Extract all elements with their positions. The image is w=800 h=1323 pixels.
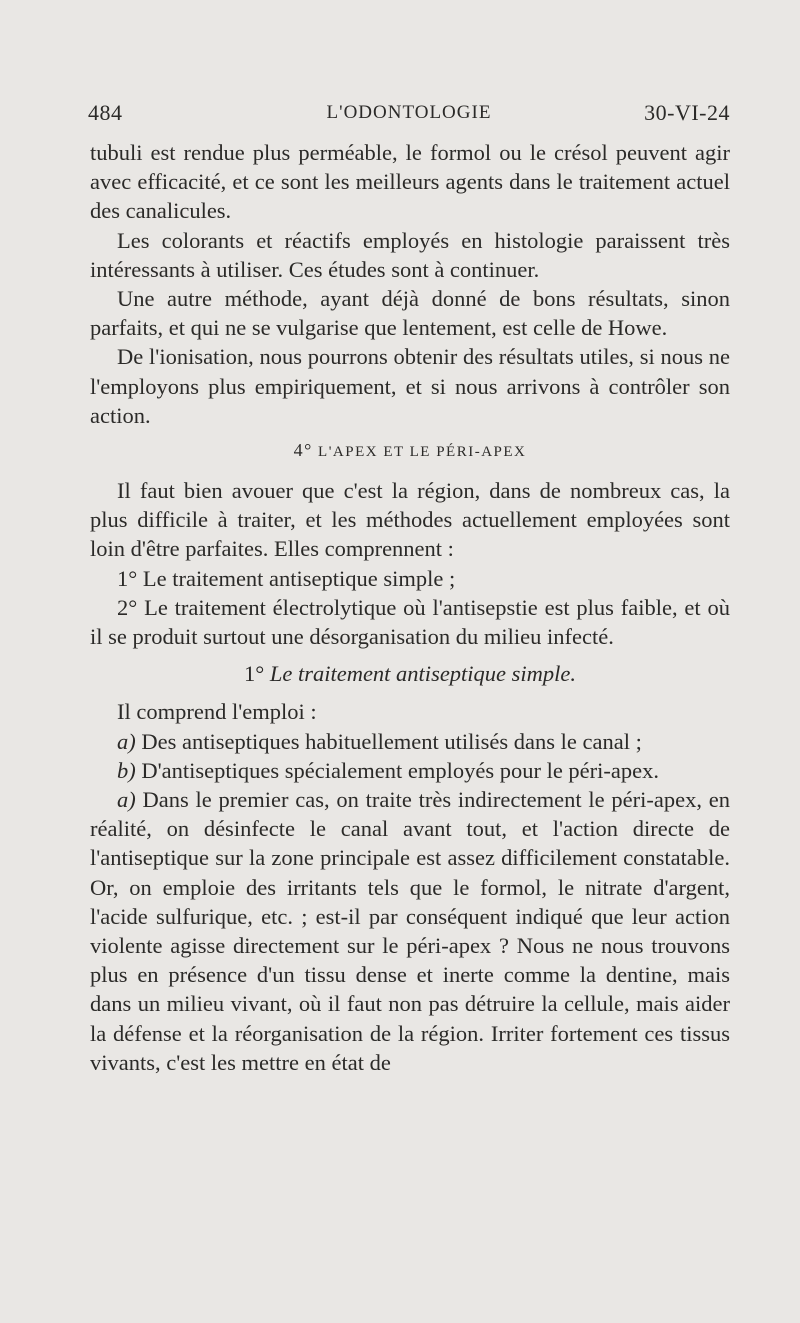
paragraph: tubuli est rendue plus perméable, le formol ou le crésol peuvent agir avec efficacité, et ce sont les meilleurs agents dans le traitement actuel des canalicules. xyxy=(90,140,730,224)
list-item xyxy=(90,727,730,756)
item-text: D'antiseptiques spécialement employés pour le péri-apex. xyxy=(135,757,660,783)
section-number: 4° xyxy=(293,440,313,461)
list-item: 1° Le traitement antiseptique simple ; xyxy=(117,565,456,591)
list-item xyxy=(90,756,730,785)
page-number: 484 xyxy=(88,100,123,125)
paragraph: Les colorants et réactifs employés en histologie paraissent très intéressants à utiliser. Ces études sont à continuer. xyxy=(90,227,730,282)
section-heading xyxy=(90,440,730,462)
list-item: 2° Le traitement électrolytique où l'antisepstie est plus faible, et où il se produit surtout une désorganisation du milieu infecté. xyxy=(90,594,730,650)
paragraph xyxy=(90,785,730,1077)
section-title-text: L'APEX ET LE PÉRI-APEX xyxy=(318,444,527,461)
journal-title: L'ODONTOLOGIE xyxy=(326,102,492,123)
item-marker: a) xyxy=(117,787,136,813)
item-text: Des antiseptiques habituellement utilisés dans le canal ; xyxy=(135,728,642,754)
subsection-heading xyxy=(90,659,730,688)
subsection-number: 1° xyxy=(243,661,265,687)
paragraph: De l'ionisation, nous pourrons obtenir des résultats utiles, si nous ne l'employons plus empiriquement, et si nous arrivons à contrôler son action. xyxy=(90,344,730,428)
issue-date: 30-VI-24 xyxy=(644,100,730,125)
paragraph: Une autre méthode, ayant déjà donné de bons résultats, sinon parfaits, et qui ne se vulgarise que lentement, est celle de Howe. xyxy=(90,286,730,341)
page-body xyxy=(90,138,730,1077)
running-header xyxy=(88,100,730,130)
item-marker: b) xyxy=(117,757,136,783)
subsection-title-text: Le traitement antiseptique simple. xyxy=(269,661,577,687)
item-text: Dans le premier cas, on traite très indirectement le péri-apex, en réalité, on désinfecte le canal avant tout, et l'action directe de l'antiseptique sur la zone principale est assez difficilement constatable. Or, on emploie des irritants tels que le formol, le nitrate d'argent, l'acide sulfurique, etc. ; est-il par conséquent indiqué que leur action violente agisse directement sur le péri-apex ? Nous ne nous trouvons plus en présence d'un tissu dense et inerte comme la dentine, mais dans un milieu vivant, où il faut non pas détruire la cellule, mais aider la défense et la réorganisation de la région. Irriter fortement ces tissus vivants, c'est les mettre en état de xyxy=(90,787,730,1075)
paragraph: Il comprend l'emploi : xyxy=(117,699,317,725)
item-marker: a) xyxy=(117,728,136,754)
paragraph: Il faut bien avouer que c'est la région, dans de nombreux cas, la plus difficile à traiter, et les méthodes actuellement employées sont loin d'être parfaites. Elles comprennent : xyxy=(90,478,730,562)
